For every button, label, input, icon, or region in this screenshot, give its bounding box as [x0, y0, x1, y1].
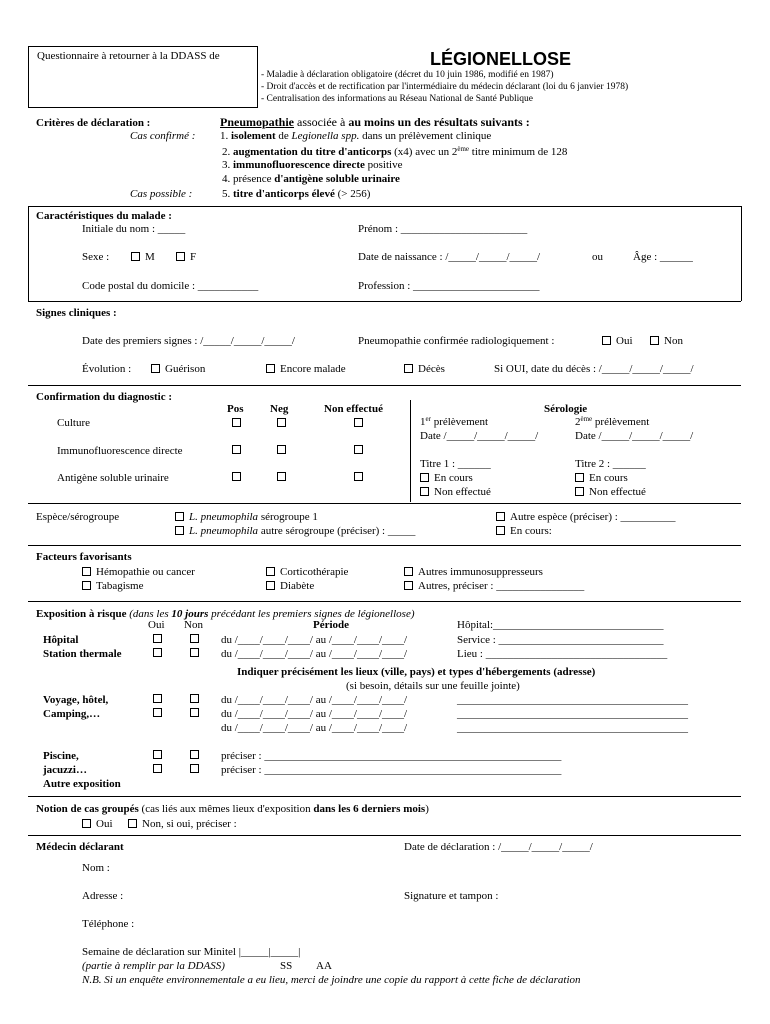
divider [28, 545, 741, 546]
titre-2-non-effectue-option[interactable]: Non effectué [575, 486, 646, 499]
exposure-heading: Exposition à risque (dans les 10 jours précédant les premiers signes de légionellose) [36, 608, 415, 620]
divider [28, 301, 741, 302]
checkbox[interactable] [354, 417, 368, 430]
possible-case-label: Cas possible : [130, 188, 193, 200]
piscine-label: Piscine, [43, 750, 79, 762]
postal-code-field[interactable]: Code postal du domicile : ___________ [82, 280, 259, 292]
checkbox[interactable] [404, 567, 413, 576]
voyage-location-field[interactable]: __________________________________________ [457, 722, 688, 734]
autre-preciser-field[interactable]: préciser : ______________________________________________________ [221, 764, 562, 776]
sexe-f-option[interactable]: F [176, 251, 196, 264]
signature-field[interactable]: Signature et tampon : [404, 890, 499, 902]
voyage-period-field[interactable]: du /____/____/____/ au /____/____/____/ [221, 708, 408, 720]
criteria-item-2: 2. augmentation du titre d'anticorps (x4) avec un 2ème titre minimum de 128 [222, 145, 568, 158]
checkbox[interactable] [175, 512, 184, 521]
checkbox[interactable] [266, 581, 275, 590]
factor-corticotherapie[interactable]: Corticothérapie [266, 566, 348, 579]
checkbox[interactable] [420, 473, 429, 482]
checkbox[interactable] [151, 364, 160, 373]
checkbox[interactable] [153, 749, 167, 762]
deces-option[interactable]: Décès [404, 363, 445, 376]
hopital-period-field[interactable]: du /____/____/____/ au /____/____/____/ [221, 634, 408, 646]
checkbox[interactable] [266, 364, 275, 373]
divider [28, 206, 741, 207]
header-note-2: - Droit d'accès et de rectification par l'intermédiaire du médecin déclarant (loi du 6 janvier 1978) [261, 82, 629, 92]
indiquer-heading: Indiquer précisément les lieux (ville, pays) et types d'hébergements (adresse) [237, 666, 596, 678]
factor-immunosuppresseurs[interactable]: Autres immunosuppresseurs [404, 566, 543, 579]
minitel-week-field[interactable]: Semaine de déclaration sur Minitel |_____|_____| [82, 946, 301, 958]
aa-label: AA [316, 960, 332, 972]
checkbox[interactable] [82, 581, 91, 590]
checkbox[interactable] [232, 417, 246, 430]
guerison-option[interactable]: Guérison [151, 363, 205, 376]
diag-row-antigene: Antigène soluble urinaire [57, 472, 169, 484]
checkbox[interactable] [266, 567, 275, 576]
factors-heading: Facteurs favorisants [36, 551, 132, 563]
encore-malade-option[interactable]: Encore malade [266, 363, 346, 376]
grouped-heading: Notion de cas groupés (cas liés aux mêmes lieux d'exposition dans les 6 derniers mois) [36, 803, 429, 815]
ddass-note: (partie à remplir par la DDASS) [82, 960, 225, 972]
doctor-name-field[interactable]: Nom : [82, 862, 110, 874]
ss-label: SS [280, 960, 293, 972]
checkbox[interactable] [190, 693, 204, 706]
checkbox[interactable] [420, 487, 429, 496]
col-non-effectue: Non effectué [324, 403, 383, 415]
sexe-label: Sexe : [82, 251, 110, 263]
factor-autres[interactable]: Autres, préciser : ________________ [404, 580, 584, 593]
checkbox[interactable] [82, 567, 91, 576]
divider [410, 400, 411, 502]
criteria-intro: Pneumopathie associée à au moins un des résultats suivants : [220, 115, 530, 129]
jacuzzi-label: jacuzzi… [43, 764, 87, 776]
page-title: LÉGIONELLOSE [430, 49, 572, 69]
checkbox[interactable] [277, 444, 291, 457]
checkbox[interactable] [277, 471, 291, 484]
diag-row-immunofluo: Immunofluorescence directe [57, 445, 183, 457]
voyage-location-field[interactable]: __________________________________________ [457, 694, 688, 706]
declaration-date-field[interactable]: Date de déclaration : /_____/_____/_____/ [404, 841, 593, 853]
voyage-location-field[interactable]: __________________________________________ [457, 708, 688, 720]
checkbox[interactable] [190, 749, 204, 762]
factor-tabagisme[interactable]: Tabagisme [82, 580, 144, 593]
col-neg: Neg [270, 403, 289, 415]
return-box [28, 46, 258, 108]
checkbox[interactable] [354, 444, 368, 457]
species-label: Espèce/sérogroupe [36, 511, 120, 523]
checkbox[interactable] [82, 819, 91, 828]
lieu-field[interactable]: Lieu : _________________________________ [457, 648, 668, 660]
col-pos: Pos [227, 403, 244, 415]
divider [28, 796, 741, 797]
checkbox[interactable] [496, 512, 505, 521]
camping-label: Camping,… [43, 708, 101, 720]
checkbox[interactable] [153, 763, 167, 776]
divider [28, 601, 741, 602]
checkbox[interactable] [153, 693, 167, 706]
voyage-label: Voyage, hôtel, [43, 694, 109, 706]
titre-1-field[interactable]: Titre 1 : ______ [420, 458, 491, 470]
service-field[interactable]: Service : ______________________________ [457, 634, 664, 646]
besoin-note: (si besoin, détails sur une feuille jointe) [346, 680, 520, 692]
hopital-name-field[interactable]: Hôpital:_______________________________ [457, 619, 664, 631]
age-field[interactable]: Âge : ______ [633, 251, 693, 263]
station-period-field[interactable]: du /____/____/____/ au /____/____/____/ [221, 648, 408, 660]
col-non: Non [184, 619, 203, 631]
nb-note: N.B. Si un enquête environnementale a eu lieu, merci de joindre une copie du rapport à cette fiche de déclaration [82, 974, 581, 986]
checkbox[interactable] [496, 526, 505, 535]
voyage-period-field[interactable]: du /____/____/____/ au /____/____/____/ [221, 722, 408, 734]
species-option-en-cours[interactable]: En cours: [496, 525, 552, 538]
prelevement-1-date-field[interactable]: Date /_____/_____/_____/ [420, 430, 539, 442]
criteria-label: Critères de déclaration : [36, 117, 151, 129]
checkbox[interactable] [190, 707, 204, 720]
checkbox[interactable] [404, 364, 413, 373]
doctor-heading: Médecin déclarant [36, 841, 124, 853]
checkbox[interactable] [232, 471, 246, 484]
checkbox[interactable] [176, 252, 185, 261]
checkbox[interactable] [575, 473, 584, 482]
autre-exposition-label: Autre exposition [43, 778, 121, 790]
divider [28, 503, 741, 504]
radio-non-option[interactable]: Non [650, 335, 683, 348]
titre-1-non-effectue-option[interactable]: Non effectué [420, 486, 491, 499]
radio-confirmed-label: Pneumopathie confirmée radiologiquement : [358, 335, 555, 347]
divider [741, 206, 742, 301]
criteria-item-1: 1. isolement de Legionella spp. dans un prélèvement clinique [220, 130, 492, 142]
checkbox[interactable] [602, 336, 611, 345]
header-note-3: - Centralisation des informations au Réseau National de Santé Publique [261, 94, 534, 104]
criteria-item-3: 3. immunofluorescence directe positive [222, 159, 403, 171]
titre-2-en-cours-option[interactable]: En cours [575, 472, 628, 485]
or-label: ou [592, 251, 603, 263]
doctor-phone-field[interactable]: Téléphone : [82, 918, 135, 930]
criteria-item-5: 5. titre d'anticorps élevé (> 256) [222, 188, 371, 200]
checkbox[interactable] [650, 336, 659, 345]
death-date-field[interactable]: Si OUI, date du décès : /_____/_____/_____/ [494, 363, 694, 375]
prelevement-2-date-field[interactable]: Date /_____/_____/_____/ [575, 430, 694, 442]
initial-field[interactable]: Initiale du nom : _____ [82, 223, 186, 235]
checkbox[interactable] [354, 471, 368, 484]
checkbox[interactable] [232, 444, 246, 457]
confirmed-case-label: Cas confirmé : [130, 130, 196, 142]
titre-1-en-cours-option[interactable]: En cours [420, 472, 473, 485]
criteria-item-4: 4. présence d'antigène soluble urinaire [222, 173, 400, 185]
birthdate-field[interactable]: Date de naissance : /_____/_____/_____/ [358, 251, 541, 263]
prenom-field[interactable]: Prénom : _______________________ [358, 223, 528, 235]
checkbox[interactable] [153, 647, 167, 660]
profession-field[interactable]: Profession : _______________________ [358, 280, 540, 292]
grouped-non-option[interactable]: Non, si oui, préciser : [128, 818, 237, 831]
checkbox[interactable] [128, 819, 137, 828]
station-label: Station thermale [43, 648, 122, 660]
checkbox[interactable] [153, 633, 167, 646]
diagnosis-heading: Confirmation du diagnostic : [36, 391, 172, 403]
checkbox[interactable] [190, 633, 204, 646]
return-box-label: Questionnaire à retourner à la DDASS de [37, 50, 220, 62]
diag-row-culture: Culture [57, 417, 90, 429]
divider [28, 835, 741, 836]
first-signs-date-field[interactable]: Date des premiers signes : /_____/_____/_____/ [82, 335, 295, 347]
checkbox[interactable] [175, 526, 184, 535]
header-note-1: - Maladie à déclaration obligatoire (décret du 10 juin 1986, modifié en 1987) [261, 70, 554, 80]
factor-hemopathie[interactable]: Hémopathie ou cancer [82, 566, 195, 579]
species-option-other-sg[interactable]: L. pneumophila autre sérogroupe (préciser) : _____ [175, 525, 415, 538]
evolution-label: Évolution : [82, 363, 132, 375]
factor-diabete[interactable]: Diabète [266, 580, 314, 593]
serologie-heading: Sérologie [544, 403, 588, 415]
doctor-address-field[interactable]: Adresse : [82, 890, 124, 902]
checkbox[interactable] [277, 417, 291, 430]
checkbox[interactable] [190, 763, 204, 776]
titre-2-field[interactable]: Titre 2 : ______ [575, 458, 646, 470]
voyage-period-field[interactable]: du /____/____/____/ au /____/____/____/ [221, 694, 408, 706]
sexe-m-option[interactable]: M [131, 251, 155, 264]
prelevement-1-label: 1er prélèvement [420, 415, 489, 428]
checkbox[interactable] [190, 647, 204, 660]
prelevement-2-label: 2ème prélèvement [575, 415, 650, 428]
checkbox[interactable] [153, 707, 167, 720]
checkbox[interactable] [131, 252, 140, 261]
radio-oui-option[interactable]: Oui [602, 335, 633, 348]
grouped-oui-option[interactable]: Oui [82, 818, 113, 831]
clinical-heading: Signes cliniques : [36, 307, 117, 319]
col-oui: Oui [148, 619, 165, 631]
checkbox[interactable] [404, 581, 413, 590]
piscine-preciser-field[interactable]: préciser : ______________________________________________________ [221, 750, 562, 762]
species-option-other[interactable]: Autre espèce (préciser) : __________ [496, 511, 676, 524]
divider [28, 385, 741, 386]
hopital-label: Hôpital [43, 634, 79, 646]
species-option-sg1[interactable]: L. pneumophila sérogroupe 1 [175, 511, 318, 524]
col-periode: Période [313, 619, 350, 631]
patient-heading: Caractéristiques du malade : [36, 210, 172, 222]
divider [28, 206, 29, 301]
checkbox[interactable] [575, 487, 584, 496]
